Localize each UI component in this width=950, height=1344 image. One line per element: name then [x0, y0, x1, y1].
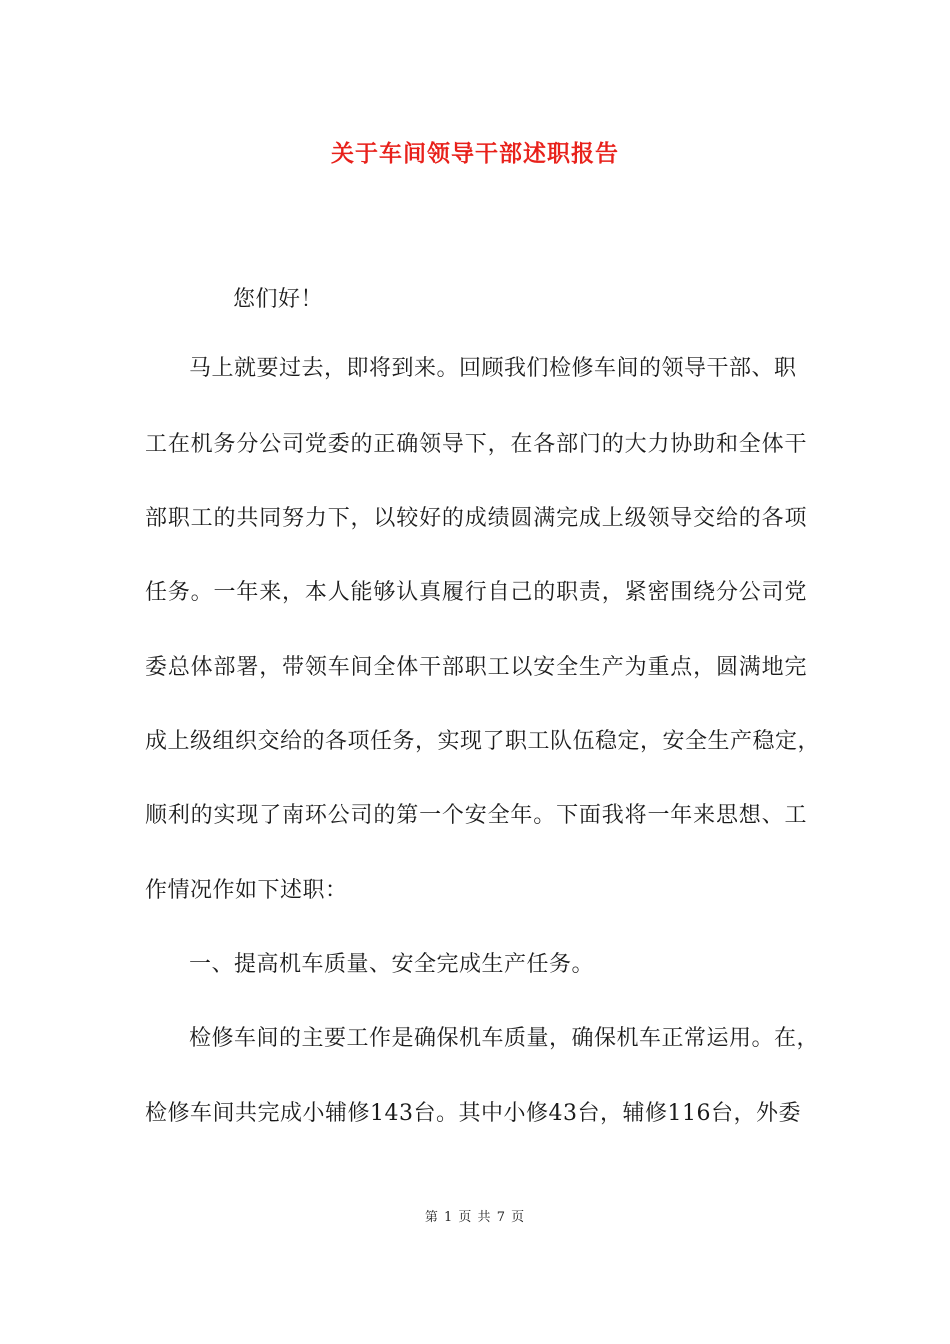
section-heading: 一、提高机车质量、安全完成生产任务。 [189, 952, 595, 977]
paragraph-line-9: 检修车间的主要工作是确保机车质量，确保机车正常运用。在， [189, 1026, 820, 1051]
greeting-line: 您们好！ [233, 287, 324, 312]
paragraph-line-6: 成上级组织交给的各项任务，实现了职工队伍稳定，安全生产稳定， [145, 729, 821, 754]
paragraph-line-7: 顺利的实现了南环公司的第一个安全年。下面我将一年来思想、工 [145, 803, 807, 828]
paragraph-line-10: 检修车间共完成小辅修143台。其中小修43台，辅修116台，外委 [145, 1101, 801, 1126]
paragraph-line-2: 工在机务分公司党委的正确领导下，在各部门的大力协助和全体干 [145, 432, 807, 457]
document-title: 关于车间领导干部述职报告 [331, 140, 619, 167]
paragraph-line-4: 任务。一年来，本人能够认真履行自己的职责，紧密围绕分公司党 [145, 580, 807, 605]
paragraph-line-8: 作情况作如下述职： [145, 878, 348, 903]
paragraph-line-3: 部职工的共同努力下，以较好的成绩圆满完成上级领导交给的各项 [145, 506, 807, 531]
paragraph-line-5: 委总体部署，带领车间全体干部职工以安全生产为重点，圆满地完 [145, 655, 807, 680]
paragraph-line-1: 马上就要过去，即将到来。回顾我们检修车间的领导干部、职 [189, 356, 797, 381]
page-number: 第 1 页 共 7 页 [424, 1210, 526, 1225]
